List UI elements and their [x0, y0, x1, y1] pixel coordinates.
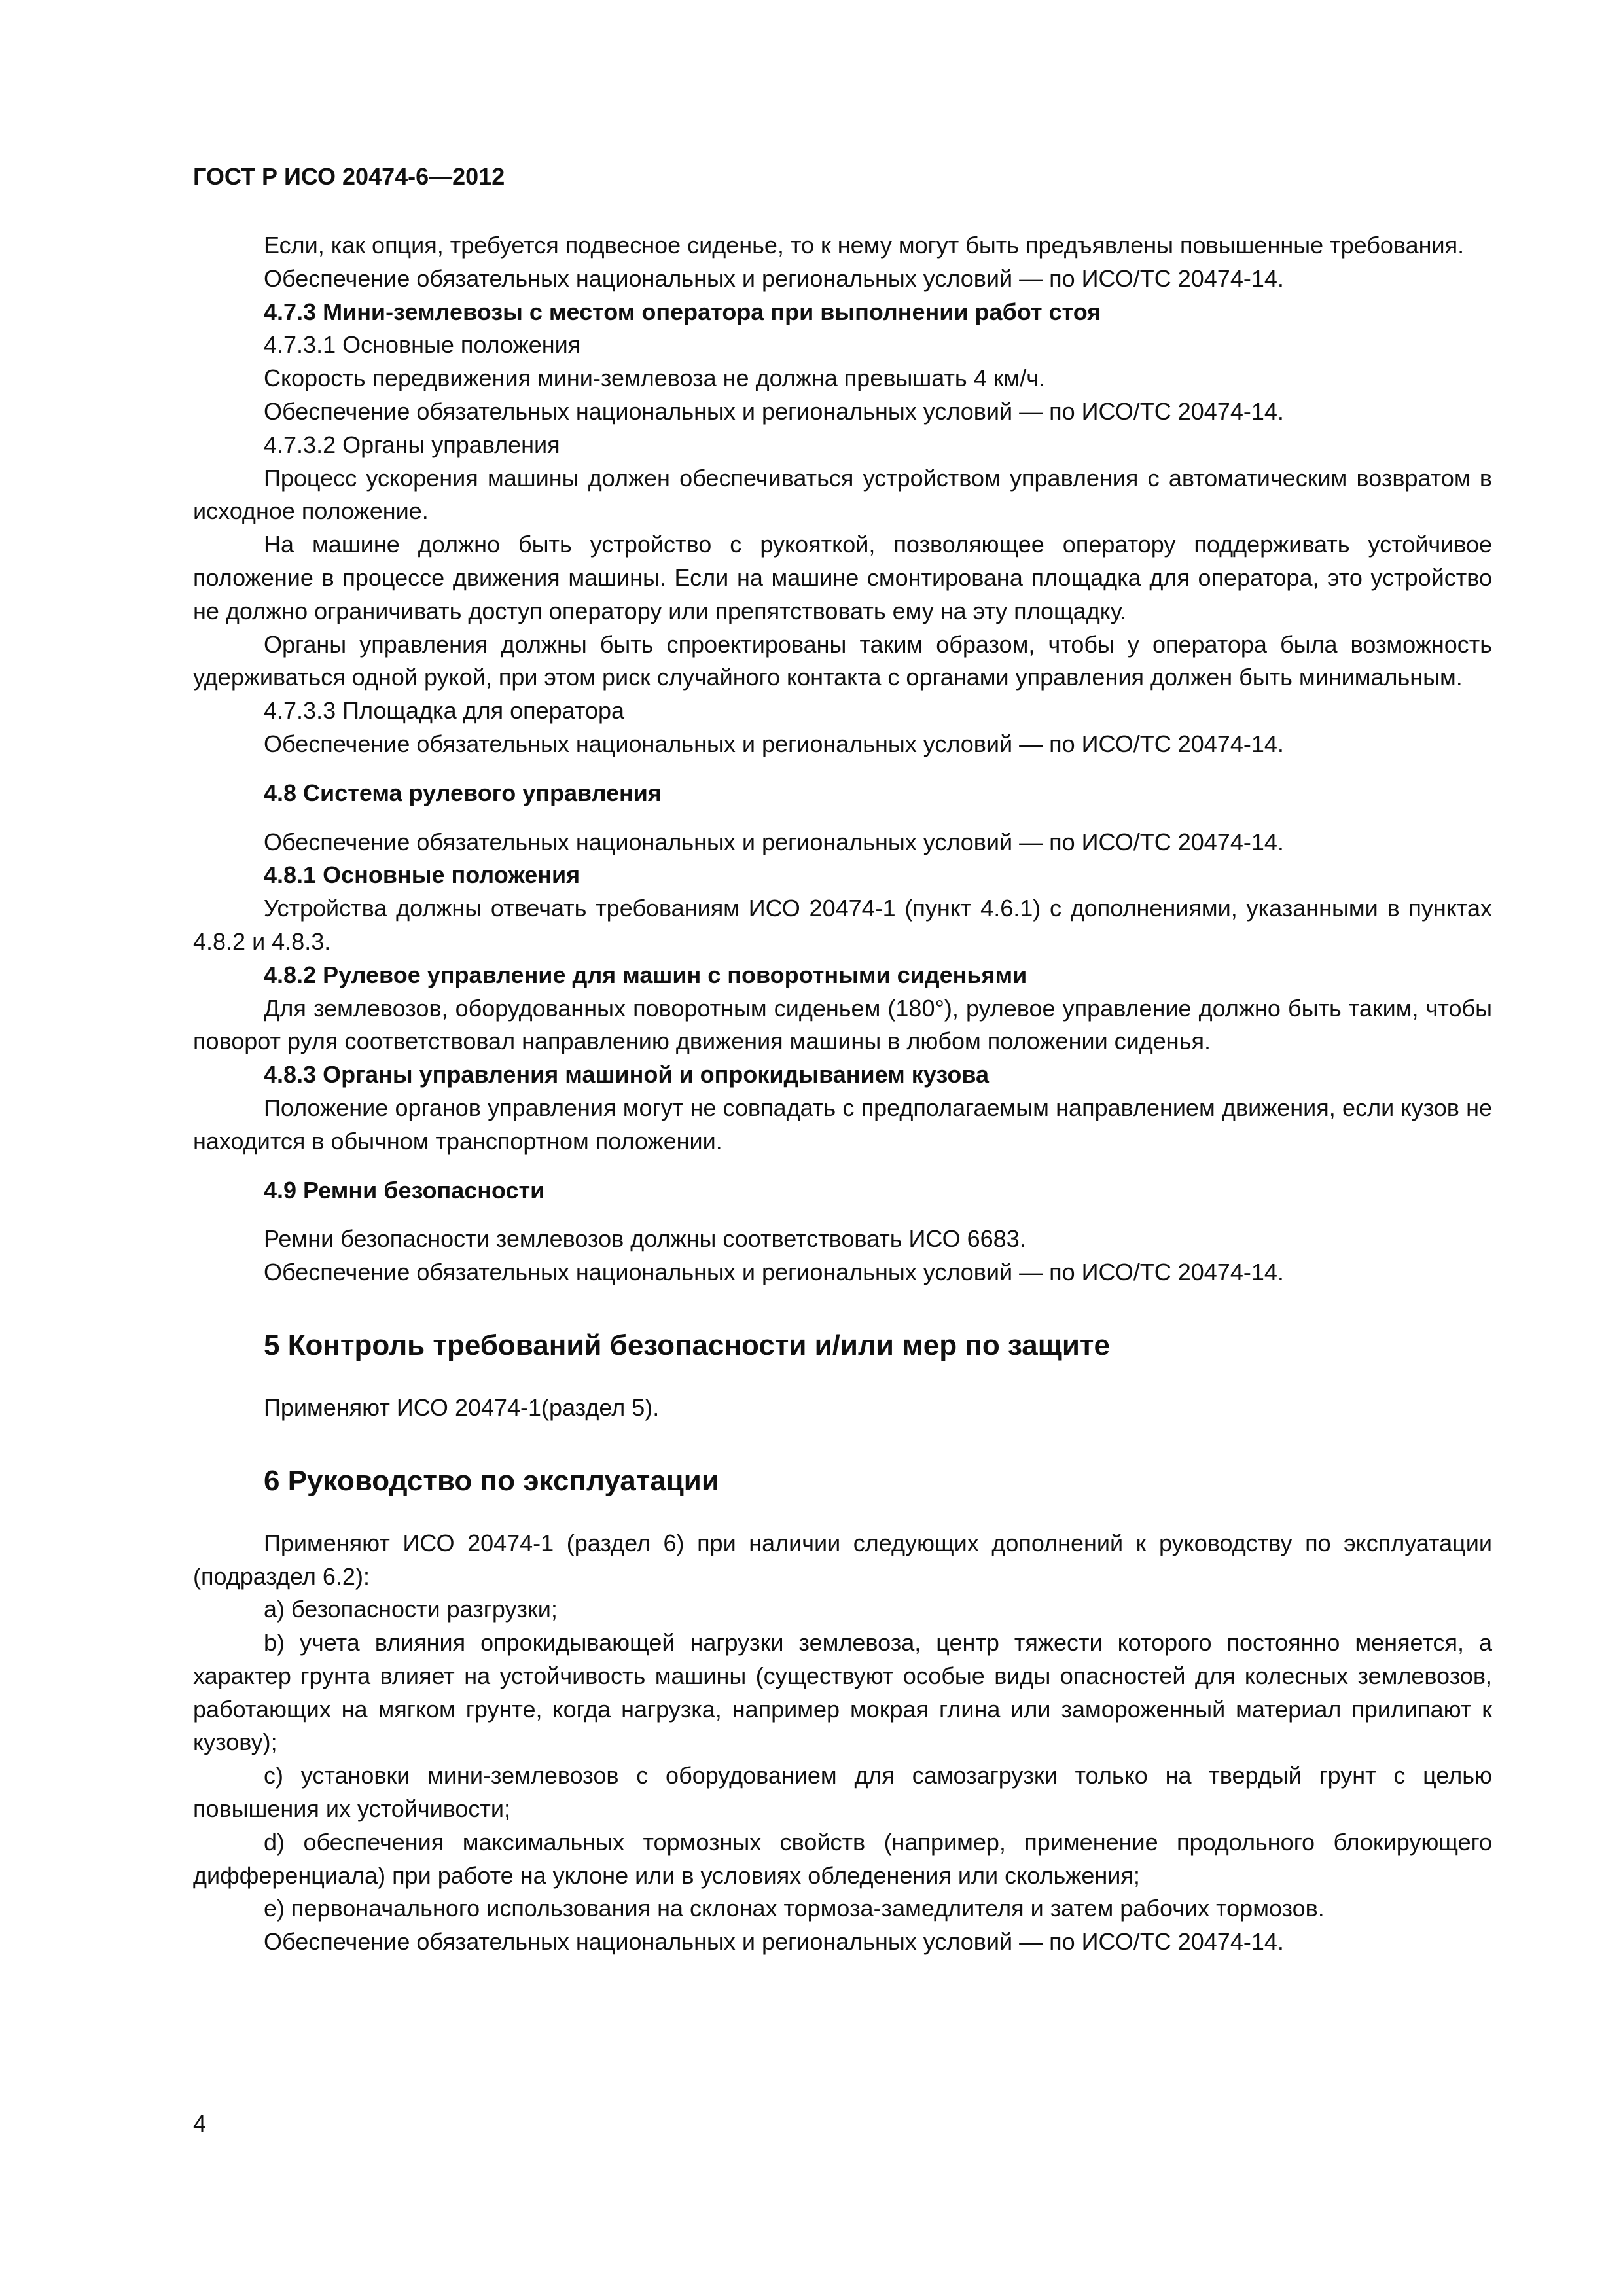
body-paragraph: Ремни безопасности землевозов должны соответствовать ИСО 6683.: [264, 1225, 1026, 1253]
body-paragraph: Обеспечение обязательных национальных и региональных условий — по ИСО/ТС 20474-14.: [264, 730, 1284, 757]
body-paragraph: Обеспечение обязательных национальных и региональных условий — по ИСО/ТС 20474-14.: [264, 828, 1284, 855]
section-heading: 5 Контроль требований безопасности и/или мер по защите: [264, 1329, 1110, 1361]
list-item: c) установки мини-землевозов с оборудованием для самозагрузки только на твердый грунт с целью повышения их устойчивости;: [193, 1762, 1492, 1823]
body-paragraph: Обеспечение обязательных национальных и региональных условий — по ИСО/ТС 20474-14.: [264, 1928, 1284, 1956]
body-paragraph: Органы управления должны быть спроектированы таким образом, чтобы у оператора была возможность удерживаться одной рукой, при этом риск случайного контакта с органами управления должен быть минимальным.: [193, 630, 1492, 691]
body-paragraph: Применяют ИСО 20474-1 (раздел 6) при наличии следующих дополнений к руководству по эксплуатации (подраздел 6.2):: [193, 1529, 1492, 1590]
subsection-heading: 4.9 Ремни безопасности: [264, 1176, 545, 1204]
subsection-heading: 4.8.2 Рулевое управление для машин с поворотными сиденьями: [264, 961, 1027, 988]
subsection-heading: 4.8 Система рулевого управления: [264, 779, 662, 806]
body-paragraph: Для землевозов, оборудованных поворотным сиденьем (180°), рулевое управление должно быть таким, чтобы поворот руля соответствовал направлению движения машины в любом положении сиденья.: [193, 994, 1492, 1055]
subsection-heading: 4.8.1 Основные положения: [264, 861, 580, 889]
clause-title: 4.7.3.2 Органы управления: [264, 431, 560, 458]
page-number: 4: [193, 2110, 207, 2137]
list-item: e) первоначального использования на склонах тормоза-замедлителя и затем рабочих тормозов.: [264, 1895, 1325, 1922]
body-paragraph: Устройства должны отвечать требованиям ИСО 20474-1 (пункт 4.6.1) с дополнениями, указанными в пунктах 4.8.2 и 4.8.3.: [193, 895, 1492, 955]
clause-title: 4.7.3.3 Площадка для оператора: [264, 697, 625, 725]
body-paragraph: Если, как опция, требуется подвесное сиденье, то к нему могут быть предъявлены повышенные требования.: [264, 232, 1465, 259]
body-paragraph: Положение органов управления могут не совпадать с предполагаемым направлением движения, если кузов не находится в обычном транспортном положении.: [193, 1094, 1492, 1155]
body-paragraph: Обеспечение обязательных национальных и региональных условий — по ИСО/ТС 20474-14.: [264, 1259, 1284, 1286]
clause-title: 4.7.3.1 Основные положения: [264, 331, 581, 359]
document-header: ГОСТ Р ИСО 20474-6—2012: [193, 163, 505, 190]
list-item: a) безопасности разгрузки;: [264, 1596, 558, 1623]
body-paragraph: На машине должно быть устройство с рукояткой, позволяющее оператору поддерживать устойчивое положение в процессе движения машины. Если на машине смонтирована площадка для оператора, это устройство не должно ограничивать доступ оператору или препятствовать ему на эту площадку.: [193, 531, 1492, 624]
section-heading: 6 Руководство по эксплуатации: [264, 1464, 719, 1497]
list-item: d) обеспечения максимальных тормозных свойств (например, применение продольного блокирующего дифференциала) при работе на уклоне или в условиях обледенения или скольжения;: [193, 1828, 1492, 1889]
body-paragraph: Применяют ИСО 20474-1(раздел 5).: [264, 1393, 660, 1421]
body-paragraph: Процесс ускорения машины должен обеспечиваться устройством управления с автоматическим возвратом в исходное положение.: [193, 464, 1492, 525]
body-paragraph: Обеспечение обязательных национальных и региональных условий — по ИСО/ТС 20474-14.: [264, 264, 1284, 292]
body-paragraph: Обеспечение обязательных национальных и региональных условий — по ИСО/ТС 20474-14.: [264, 397, 1284, 425]
subsection-heading: 4.8.3 Органы управления машиной и опрокидыванием кузова: [264, 1061, 990, 1088]
document-body: [193, 229, 1492, 1959]
subsection-heading: 4.7.3 Мини-землевозы с местом оператора при выполнении работ стоя: [264, 298, 1101, 325]
list-item: b) учета влияния опрокидывающей нагрузки землевоза, центр тяжести которого постоянно меняется, а характер грунта влияет на устойчивость машины (существуют особые виды опасностей для колесных землевозов, работающих на мягком грунте, когда нагрузка, например мокрая глина или замороженный материал прилипают к кузову);: [193, 1629, 1492, 1756]
body-paragraph: Скорость передвижения мини-землевоза не должна превышать 4 км/ч.: [264, 365, 1045, 392]
